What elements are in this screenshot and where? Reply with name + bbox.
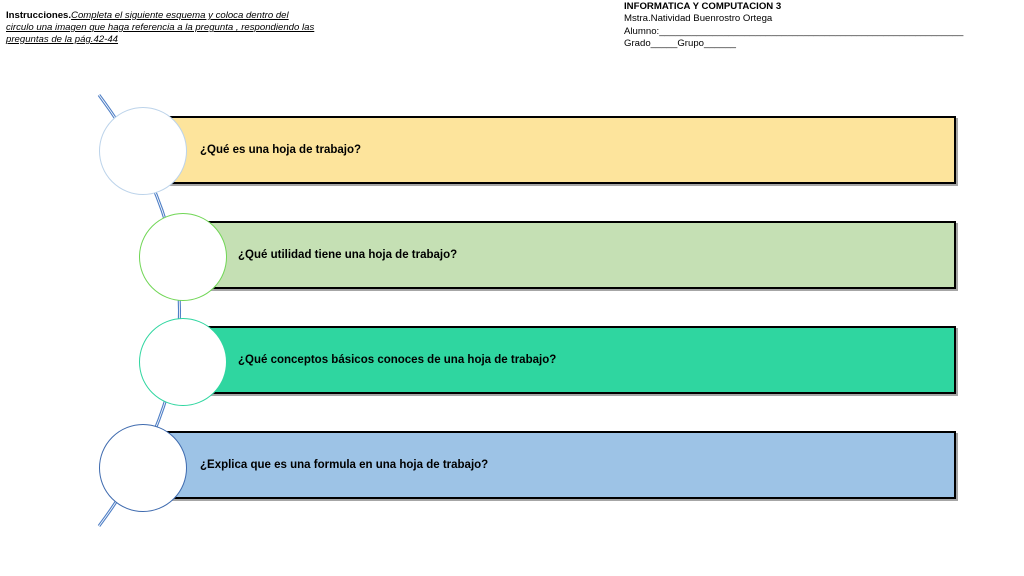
question-bar-2 bbox=[180, 221, 956, 289]
question-text-4: ¿Explica que es una formula en una hoja de trabajo? bbox=[200, 459, 489, 471]
course-title: INFORMATICA Y COMPUTACION 3 bbox=[624, 1, 782, 12]
question-text-2: ¿Qué utilidad tiene una hoja de trabajo? bbox=[238, 249, 458, 261]
teacher-name: Mstra.Natividad Buenrostro Ortega bbox=[624, 13, 773, 25]
image-circle-4[interactable] bbox=[99, 424, 187, 512]
student-field: Alumno:_________________________________________________________ bbox=[624, 25, 964, 37]
image-circle-1[interactable] bbox=[99, 107, 187, 195]
question-text-3: ¿Qué conceptos básicos conoces de una hoja de trabajo? bbox=[238, 354, 557, 366]
question-bar-4 bbox=[140, 431, 956, 499]
question-bar-3 bbox=[180, 326, 956, 394]
instructions-body: Completa el siguiente esquema y coloca dentro del circulo una imagen que haga referencia a la pregunta , respondiendo las preguntas de la pág.42-44 bbox=[6, 10, 315, 45]
grade-group-field: Grado_____Grupo______ bbox=[624, 37, 737, 49]
question-bar-1 bbox=[140, 116, 956, 184]
instructions-lead: Instrucciones. bbox=[6, 10, 72, 21]
image-circle-2[interactable] bbox=[139, 213, 227, 301]
image-circle-3[interactable] bbox=[139, 318, 227, 406]
question-text-1: ¿Qué es una hoja de trabajo? bbox=[200, 144, 362, 156]
